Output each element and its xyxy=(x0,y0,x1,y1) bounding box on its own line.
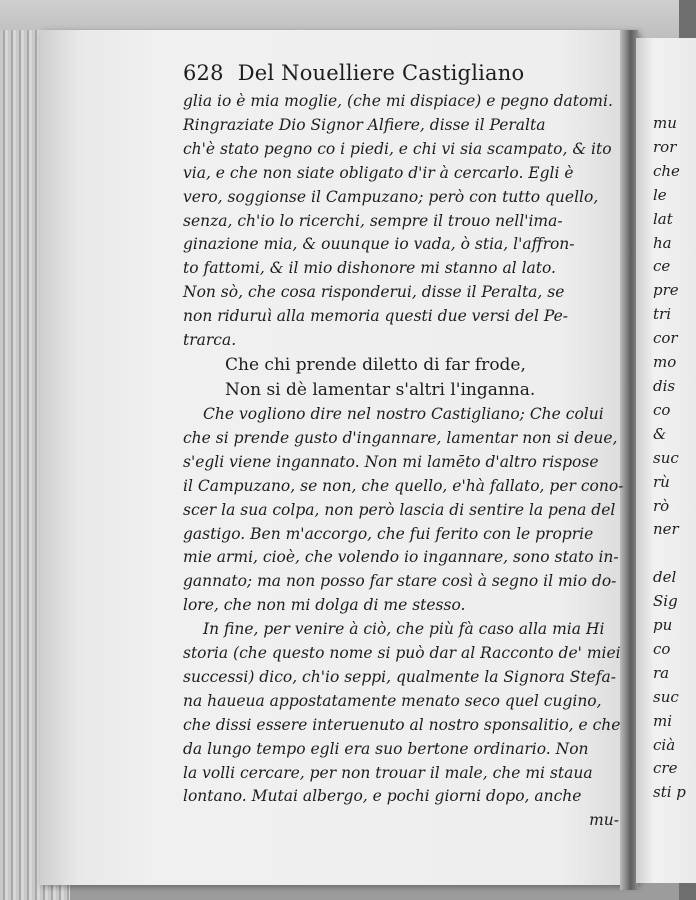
verse-line: Che chi prende diletto di far frode, xyxy=(225,354,526,375)
text-line: gastigo. Ben m'accorgo, che fui ferito con le proprie xyxy=(183,524,594,543)
text-line: successi) dico, ch'io seppi, qualmente la Signora Stefa- xyxy=(183,667,617,686)
facing-text-fragment: cià xyxy=(653,735,676,754)
text-line: gannato; ma non posso far stare così à segno il mio do- xyxy=(183,572,617,591)
text-line: il Campuzano, se non, che quello, e'hà fallato, per cono- xyxy=(183,476,624,495)
facing-text-fragment: co xyxy=(653,639,671,658)
facing-text-fragment: rò xyxy=(653,496,670,515)
page-text xyxy=(183,58,623,833)
facing-text-fragment: suc xyxy=(653,687,679,706)
facing-text-fragment: ha xyxy=(653,233,672,252)
facing-text-fragment: Sig xyxy=(653,592,678,611)
text-line: vero, soggionse il Campuzano; però con tutto quello, senza, ch'io lo ricerchi, sempre il trouo nell'ima- xyxy=(183,187,599,230)
facing-text-fragment: suc xyxy=(653,448,679,467)
facing-text-fragment: le xyxy=(653,185,667,204)
facing-text-fragment: ra xyxy=(653,663,670,682)
facing-text-fragment xyxy=(653,542,683,566)
facing-text-fragment: cor xyxy=(653,329,678,348)
text-line: che si prende gusto d'ingannare, lamentar non si deue, xyxy=(183,428,618,447)
facing-text-fragment: ce xyxy=(653,257,671,276)
running-title: Del Nouelliere Castigliano xyxy=(237,61,525,85)
facing-text-fragment: mi xyxy=(653,711,673,730)
facing-text-fragment: pre xyxy=(653,281,679,300)
text-line: storia (che questo nome si può dar al Racconto de' miei xyxy=(183,644,621,663)
text-line: lore, che non mi dolga di me stesso. xyxy=(183,596,466,615)
text-line: ch'è stato pegno co i piedi, e chi vi sia scampato, & ito xyxy=(183,139,612,158)
text-line: In fine, per venire à ciò, che più fà caso alla mia Hi xyxy=(203,620,605,639)
text-line: trarca. xyxy=(183,331,237,350)
facing-text-fragment: & xyxy=(653,424,667,443)
facing-text-fragment: mo xyxy=(653,353,677,372)
facing-page-fragments xyxy=(653,112,686,805)
facing-text-fragment: sti p xyxy=(653,783,686,802)
running-head xyxy=(183,58,623,88)
facing-text-fragment: co xyxy=(653,400,671,419)
text-line: la volli cercare, per non trouar il male, che mi staua xyxy=(183,763,593,782)
facing-text-fragment: mu xyxy=(653,114,677,132)
verse-line: Non si dè lamentar s'altri l'inganna. xyxy=(225,379,536,400)
text-line: che dissi essere interuenuto al nostro sponsalitio, e che xyxy=(183,715,621,734)
text-line: s'egli viene ingannato. Non mi lamēto d'altro rispose xyxy=(183,452,599,471)
text-line: via, e che non siate obligato d'ir à cercarlo. Egli è xyxy=(183,163,574,182)
facing-text-fragment: rù xyxy=(653,472,670,491)
facing-text-fragment: ror xyxy=(653,137,677,156)
text-line: mie armi, cioè, che volendo io ingannare, sono stato in- xyxy=(183,548,619,567)
text-line: to fattomi, & il mio dishonore mi stanno al lato. xyxy=(183,259,556,278)
text-line: na haueua appostatamente menato seco quel cugino, xyxy=(183,691,602,710)
text-line: lontano. Mutai albergo, e pochi giorni dopo, anche xyxy=(183,787,582,806)
catchword: mu- xyxy=(589,811,619,830)
facing-text-fragment: pu xyxy=(653,616,673,635)
text-line: Non sò, che cosa risponderui, disse il Peralta, se xyxy=(183,283,565,302)
facing-text-fragment: cre xyxy=(653,759,678,778)
facing-text-fragment: ner xyxy=(653,520,679,539)
text-line: ginazione mia, & ouunque io vada, ò stia, l'affron- xyxy=(183,235,575,254)
text-line: glia io è mia moglie, (che mi dispiace) e pegno datomi. Ringraziate Dio Signor Alfiere, disse il Peralta xyxy=(183,92,613,134)
text-line: da lungo tempo egli era suo bertone ordinario. Non xyxy=(183,739,589,758)
facing-text-fragment: che xyxy=(653,161,680,180)
facing-text-fragment: del xyxy=(653,568,677,587)
facing-text-fragment: tri xyxy=(653,305,671,324)
facing-text-fragment: lat xyxy=(653,209,673,228)
text-line: scer la sua colpa, non però lascia di sentire la pena del xyxy=(183,500,616,519)
text-line: Che vogliono dire nel nostro Castigliano; Che colui xyxy=(203,404,604,423)
page-number: 628 xyxy=(183,61,224,85)
facing-text-fragment: dis xyxy=(653,376,676,395)
text-line: non riduruì alla memoria questi due versi del Pe- xyxy=(183,307,568,326)
